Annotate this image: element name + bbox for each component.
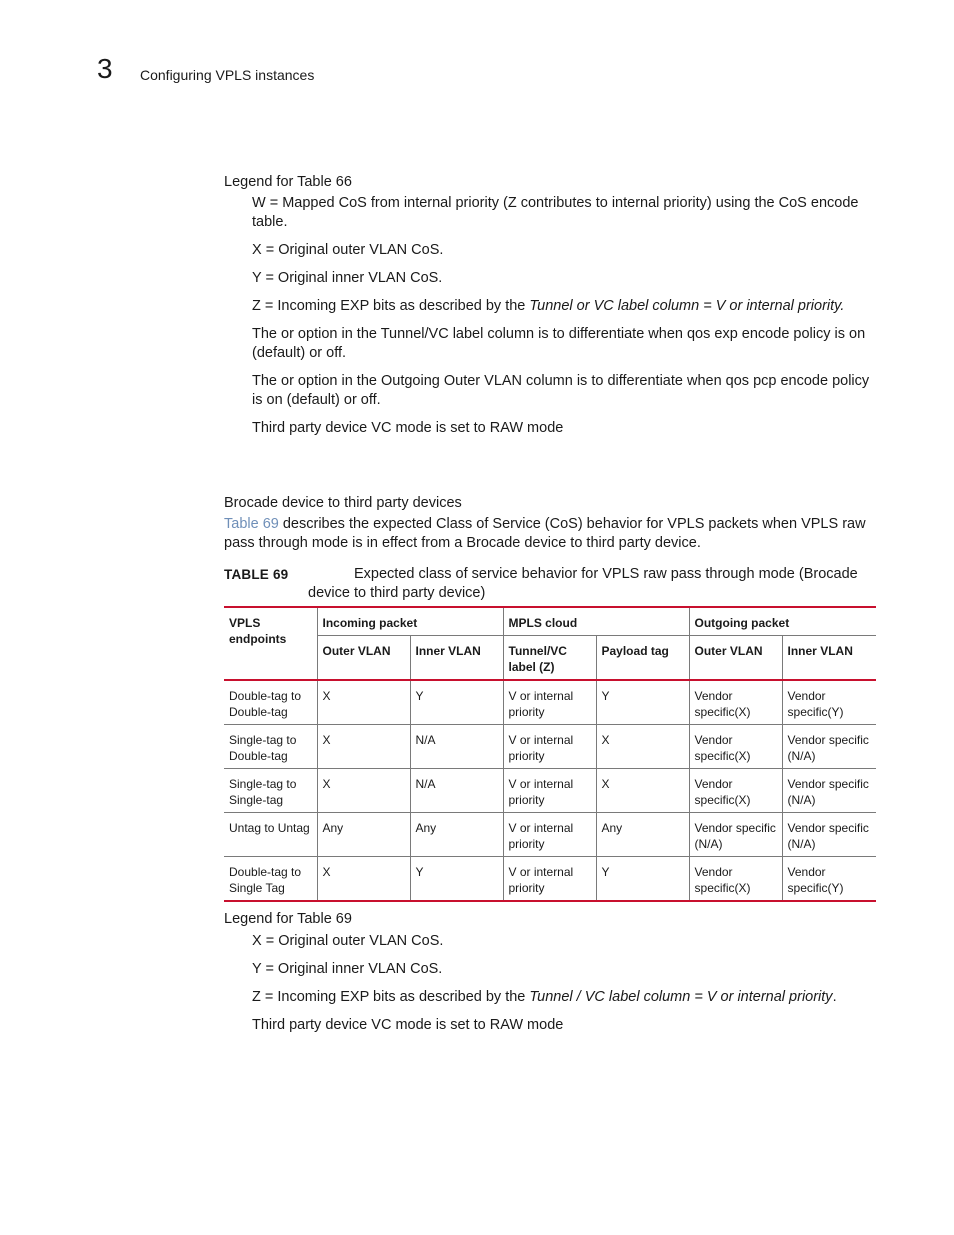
legend66-item-x: X = Original outer VLAN CoS. bbox=[252, 242, 444, 258]
legend66-item-or-tunnel: The or option in the Tunnel/VC label column is to differentiate when qos exp encode policy is on (default) or off. bbox=[252, 326, 866, 361]
legend69-z-suffix: . bbox=[832, 989, 837, 1005]
cell-tunnel-vc: V or internal priority bbox=[503, 857, 596, 902]
table69-label: TABLE 69 bbox=[224, 567, 289, 582]
header-incoming-packet: Incoming packet bbox=[317, 607, 503, 636]
chapter-number: 3 bbox=[97, 53, 113, 84]
cell-payload-tag: Any bbox=[596, 813, 689, 857]
cell-outgoing-outer: Vendor specific(X) bbox=[689, 680, 782, 725]
legend69-item-z bbox=[252, 988, 876, 1007]
section-intro bbox=[224, 515, 876, 553]
cell-payload-tag: Y bbox=[596, 857, 689, 902]
legend66-item-y: Y = Original inner VLAN CoS. bbox=[252, 270, 443, 286]
cell-payload-tag: Y bbox=[596, 680, 689, 725]
header-mpls-cloud: MPLS cloud bbox=[503, 607, 689, 636]
section-heading: Brocade device to third party devices bbox=[224, 495, 462, 511]
table69-link[interactable]: Table 69 bbox=[224, 516, 279, 532]
legend69-z-prefix: Z = Incoming EXP bits as described by the bbox=[252, 989, 530, 1005]
legend66-title: Legend for Table 66 bbox=[224, 174, 352, 190]
cell-tunnel-vc: V or internal priority bbox=[503, 813, 596, 857]
section-intro-text: describes the expected Class of Service (CoS) behavior for VPLS packets when VPLS raw pass through mode is in effect from a Brocade device to third party device. bbox=[224, 516, 866, 551]
cell-outgoing-inner: Vendor specific(Y) bbox=[782, 680, 876, 725]
cell-outgoing-outer: Vendor specific(X) bbox=[689, 725, 782, 769]
cell-outgoing-inner: Vendor specific (N/A) bbox=[782, 813, 876, 857]
table-row bbox=[224, 857, 876, 902]
legend66-item-raw: Third party device VC mode is set to RAW mode bbox=[252, 420, 564, 436]
table69-caption-line1: Expected class of service behavior for VPLS raw pass through mode (Brocade bbox=[354, 566, 858, 582]
cell-payload-tag: X bbox=[596, 769, 689, 813]
cell-outgoing-inner: Vendor specific (N/A) bbox=[782, 769, 876, 813]
table69-caption bbox=[224, 565, 876, 601]
cell-outgoing-inner: Vendor specific (N/A) bbox=[782, 725, 876, 769]
legend69-item-x: X = Original outer VLAN CoS. bbox=[252, 933, 444, 949]
table69-caption-line2: device to third party device) bbox=[308, 585, 486, 601]
cell-incoming-inner: Y bbox=[410, 680, 503, 725]
cell-outgoing-inner: Vendor specific(Y) bbox=[782, 857, 876, 902]
cell-incoming-inner: N/A bbox=[410, 769, 503, 813]
cell-incoming-outer: Any bbox=[317, 813, 410, 857]
cell-incoming-outer: X bbox=[317, 769, 410, 813]
table69 bbox=[224, 606, 876, 902]
cell-incoming-inner: Any bbox=[410, 813, 503, 857]
cell-incoming-outer: X bbox=[317, 857, 410, 902]
legend66-z-prefix: Z = Incoming EXP bits as described by the bbox=[252, 298, 530, 314]
subheader-payload-tag: Payload tag bbox=[596, 636, 689, 681]
legend66-item-w: W = Mapped CoS from internal priority (Z contributes to internal priority) using the CoS encode table. bbox=[252, 195, 859, 230]
legend69-item-raw: Third party device VC mode is set to RAW mode bbox=[252, 1017, 564, 1033]
legend66-item-or-outer: The or option in the Outgoing Outer VLAN column is to differentiate when qos pcp encode policy is on (default) or off. bbox=[252, 373, 870, 408]
cell-endpoints: Double-tag to Single Tag bbox=[224, 857, 317, 902]
table-row bbox=[224, 813, 876, 857]
subheader-outgoing-inner-vlan: Inner VLAN bbox=[782, 636, 876, 681]
cell-outgoing-outer: Vendor specific(X) bbox=[689, 857, 782, 902]
subheader-incoming-inner-vlan: Inner VLAN bbox=[410, 636, 503, 681]
cell-incoming-outer: X bbox=[317, 680, 410, 725]
cell-incoming-inner: Y bbox=[410, 857, 503, 902]
table-row bbox=[224, 769, 876, 813]
legend69-item-y: Y = Original inner VLAN CoS. bbox=[252, 961, 443, 977]
legend69-z-italic: Tunnel / VC label column = V or internal priority bbox=[529, 989, 833, 1005]
cell-outgoing-outer: Vendor specific(X) bbox=[689, 769, 782, 813]
cell-tunnel-vc: V or internal priority bbox=[503, 680, 596, 725]
cell-endpoints: Single-tag to Single-tag bbox=[224, 769, 317, 813]
cell-endpoints: Untag to Untag bbox=[224, 813, 317, 857]
subheader-tunnel-vc-label: Tunnel/VC label (Z) bbox=[503, 636, 596, 681]
cell-tunnel-vc: V or internal priority bbox=[503, 769, 596, 813]
cell-endpoints: Single-tag to Double-tag bbox=[224, 725, 317, 769]
legend66-item-z bbox=[252, 297, 876, 316]
table-row bbox=[224, 680, 876, 725]
cell-endpoints: Double-tag to Double-tag bbox=[224, 680, 317, 725]
chapter-title: Configuring VPLS instances bbox=[140, 67, 315, 83]
cell-payload-tag: X bbox=[596, 725, 689, 769]
header-outgoing-packet: Outgoing packet bbox=[689, 607, 876, 636]
cell-outgoing-outer: Vendor specific (N/A) bbox=[689, 813, 782, 857]
subheader-outgoing-outer-vlan: Outer VLAN bbox=[689, 636, 782, 681]
legend69-title: Legend for Table 69 bbox=[224, 911, 352, 927]
table-row bbox=[224, 725, 876, 769]
legend66-z-italic: Tunnel or VC label column = V or internal priority. bbox=[529, 298, 845, 314]
subheader-incoming-outer-vlan: Outer VLAN bbox=[317, 636, 410, 681]
cell-incoming-outer: X bbox=[317, 725, 410, 769]
header-vpls-endpoints: VPLS endpoints bbox=[224, 607, 317, 680]
cell-incoming-inner: N/A bbox=[410, 725, 503, 769]
cell-tunnel-vc: V or internal priority bbox=[503, 725, 596, 769]
